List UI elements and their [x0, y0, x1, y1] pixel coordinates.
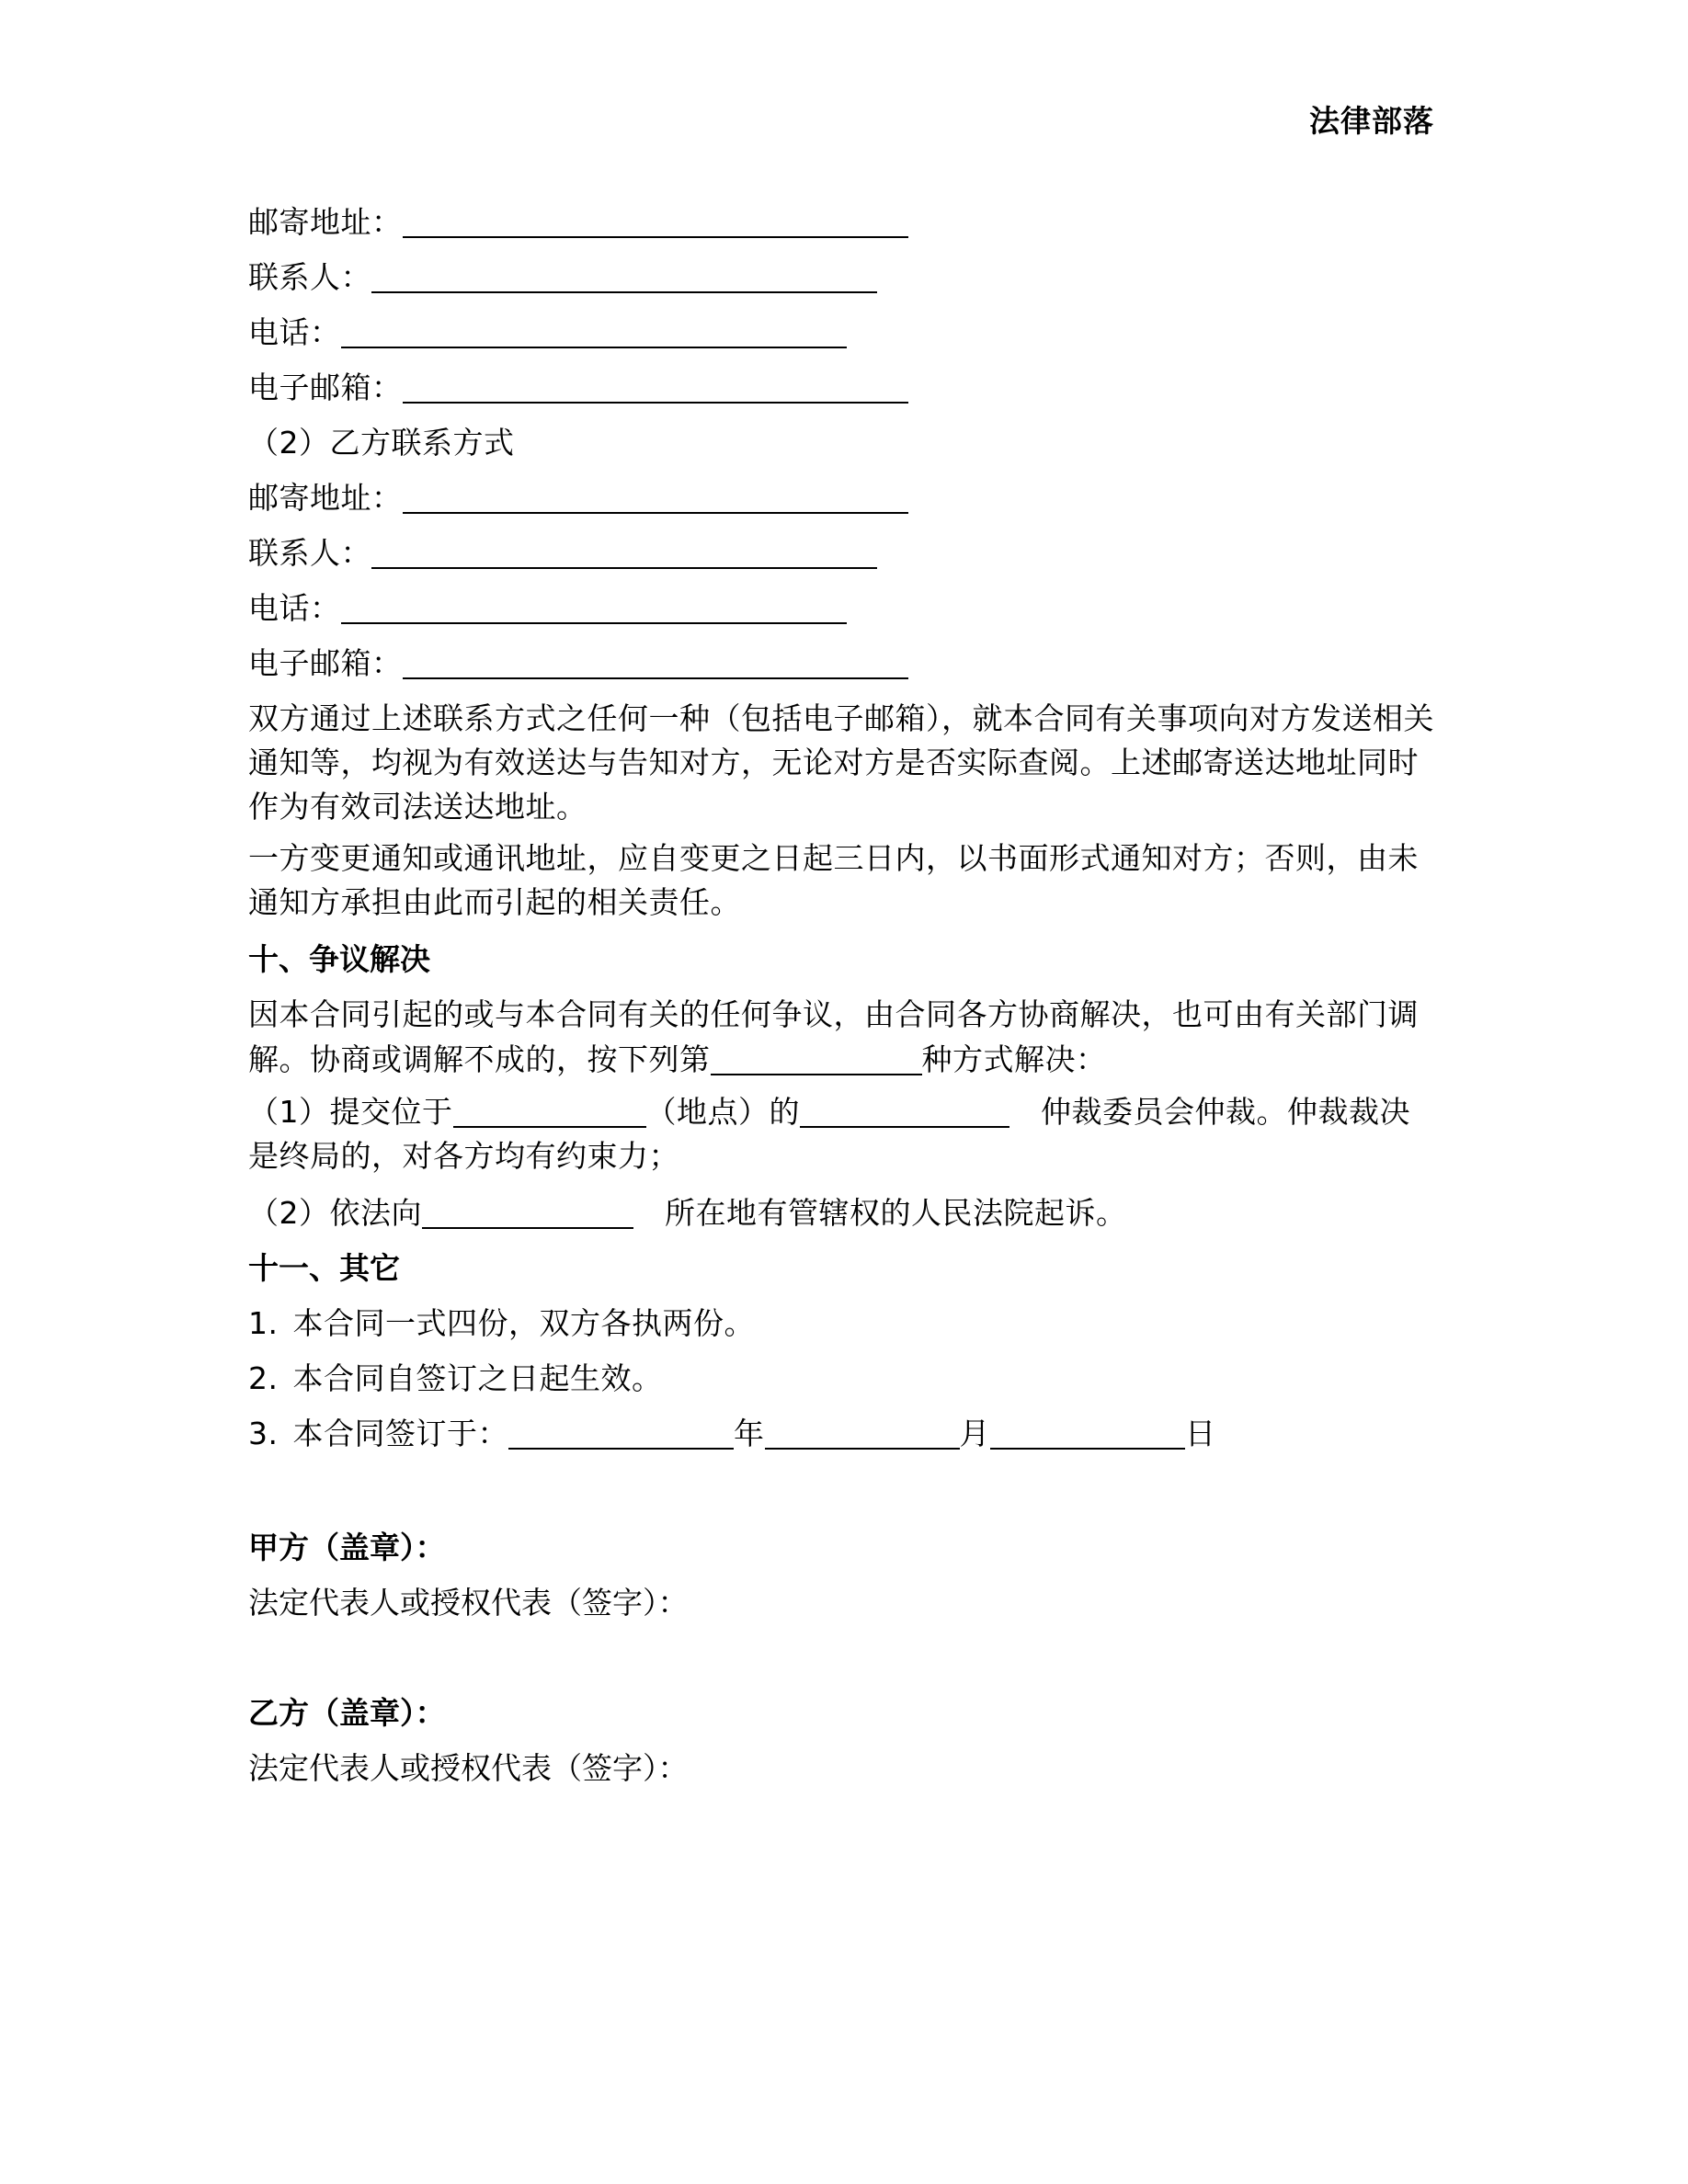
party-a-phone-label: 电话：: [248, 314, 341, 350]
option-1-prefix: （1）提交位于: [248, 1094, 453, 1130]
item-number: 2.: [248, 1360, 279, 1396]
court-location-blank[interactable]: [422, 1190, 633, 1229]
party-b-seal-label: 乙方（盖章）：: [248, 1695, 446, 1731]
party-a-seal-label: 甲方（盖章）：: [248, 1530, 446, 1565]
sign-year-blank[interactable]: [508, 1411, 734, 1450]
item-text: 本合同一式四份，双方各执两份。: [292, 1305, 755, 1341]
sign-month-blank[interactable]: [765, 1411, 960, 1450]
party-a-email-row: [248, 360, 1440, 415]
party-b-phone-row: [248, 581, 1440, 636]
notice-paragraph-2: 一方变更通知或通讯地址，应自变更之日起三日内，以书面形式通知对方；否则，由未通知方承担由此而引起的相关责任。: [248, 840, 1419, 920]
item-text: 本合同签订于：: [292, 1416, 508, 1451]
party-b-phone-blank[interactable]: [341, 586, 847, 624]
option-1-middle: （地点）的: [645, 1094, 800, 1130]
month-label: 月: [959, 1416, 990, 1451]
party-b-signature-block: [248, 1686, 1440, 1796]
year-label: 年: [734, 1416, 765, 1451]
option-2-suffix: 所在地有管辖权的人民法院起诉。: [665, 1195, 1127, 1231]
party-b-email-label: 电子邮箱：: [248, 645, 403, 681]
arbitration-commission-blank[interactable]: [800, 1089, 1009, 1128]
party-b-email-blank[interactable]: [403, 641, 908, 679]
day-label: 日: [1185, 1416, 1216, 1451]
section-eleven-item: [248, 1296, 1440, 1351]
party-b-contact-row: [248, 526, 1440, 581]
party-a-email-blank[interactable]: [403, 365, 908, 404]
section-ten-intro: [248, 993, 1440, 1082]
section-eleven-item-date: [248, 1406, 1440, 1462]
party-b-address-blank[interactable]: [403, 475, 908, 514]
dispute-method-blank[interactable]: [711, 1037, 922, 1075]
party-a-contact-row: [248, 250, 1440, 305]
party-b-contact-title: （2）乙方联系方式: [248, 425, 515, 461]
item-number: 3.: [248, 1416, 279, 1451]
section-ten-intro-suffix: 种方式解决：: [921, 1041, 1107, 1077]
party-a-representative-label: 法定代表人或授权代表（签字）：: [248, 1585, 689, 1621]
party-b-contact-label: 联系人：: [248, 535, 371, 571]
party-a-address-row: [248, 195, 1440, 250]
party-a-signature-block: [248, 1520, 1440, 1631]
section-ten-heading: 十、争议解决: [248, 941, 430, 977]
party-a-email-label: 电子邮箱：: [248, 370, 403, 405]
header-brand: 法律部落: [1309, 103, 1434, 139]
arbitration-location-blank[interactable]: [453, 1089, 646, 1128]
party-b-email-row: [248, 636, 1440, 691]
party-a-phone-row: [248, 305, 1440, 360]
section-ten-option-2: [248, 1186, 1440, 1241]
party-b-address-row: [248, 471, 1440, 526]
section-eleven-heading: 十一、其它: [248, 1250, 400, 1286]
section-ten-option-1: [248, 1089, 1440, 1178]
party-a-address-label: 邮寄地址：: [248, 204, 403, 240]
item-number: 1.: [248, 1305, 279, 1341]
sign-day-blank[interactable]: [990, 1411, 1185, 1450]
item-text: 本合同自签订之日起生效。: [292, 1360, 663, 1396]
party-b-contact-blank[interactable]: [371, 530, 877, 569]
party-b-address-label: 邮寄地址：: [248, 480, 403, 516]
section-ten-intro-text: 因本合同引起的或与本合同有关的任何争议，由合同各方协商解决，也可由有关部门调解。协商或调解不成的，按下列第: [248, 996, 1419, 1077]
notice-paragraph-1: 双方通过上述联系方式之任何一种（包括电子邮箱），就本合同有关事项向对方发送相关通知等，均视为有效送达与告知对方，无论对方是否实际查阅。上述邮寄送达地址同时作为有效司法送达地址。: [248, 700, 1434, 825]
section-eleven-item: [248, 1351, 1440, 1406]
party-a-address-blank[interactable]: [403, 199, 908, 238]
party-a-phone-blank[interactable]: [341, 310, 847, 348]
party-a-contact-label: 联系人：: [248, 259, 371, 295]
option-2-prefix: （2）依法向: [248, 1195, 422, 1231]
party-b-representative-label: 法定代表人或授权代表（签字）：: [248, 1750, 689, 1786]
party-a-contact-blank[interactable]: [371, 255, 877, 293]
party-b-phone-label: 电话：: [248, 590, 341, 626]
option-1-suffix: 仲裁委员会仲裁。仲裁裁决是终局的，对各方均有约束力；: [248, 1094, 1410, 1174]
contract-content: [248, 195, 1440, 1796]
